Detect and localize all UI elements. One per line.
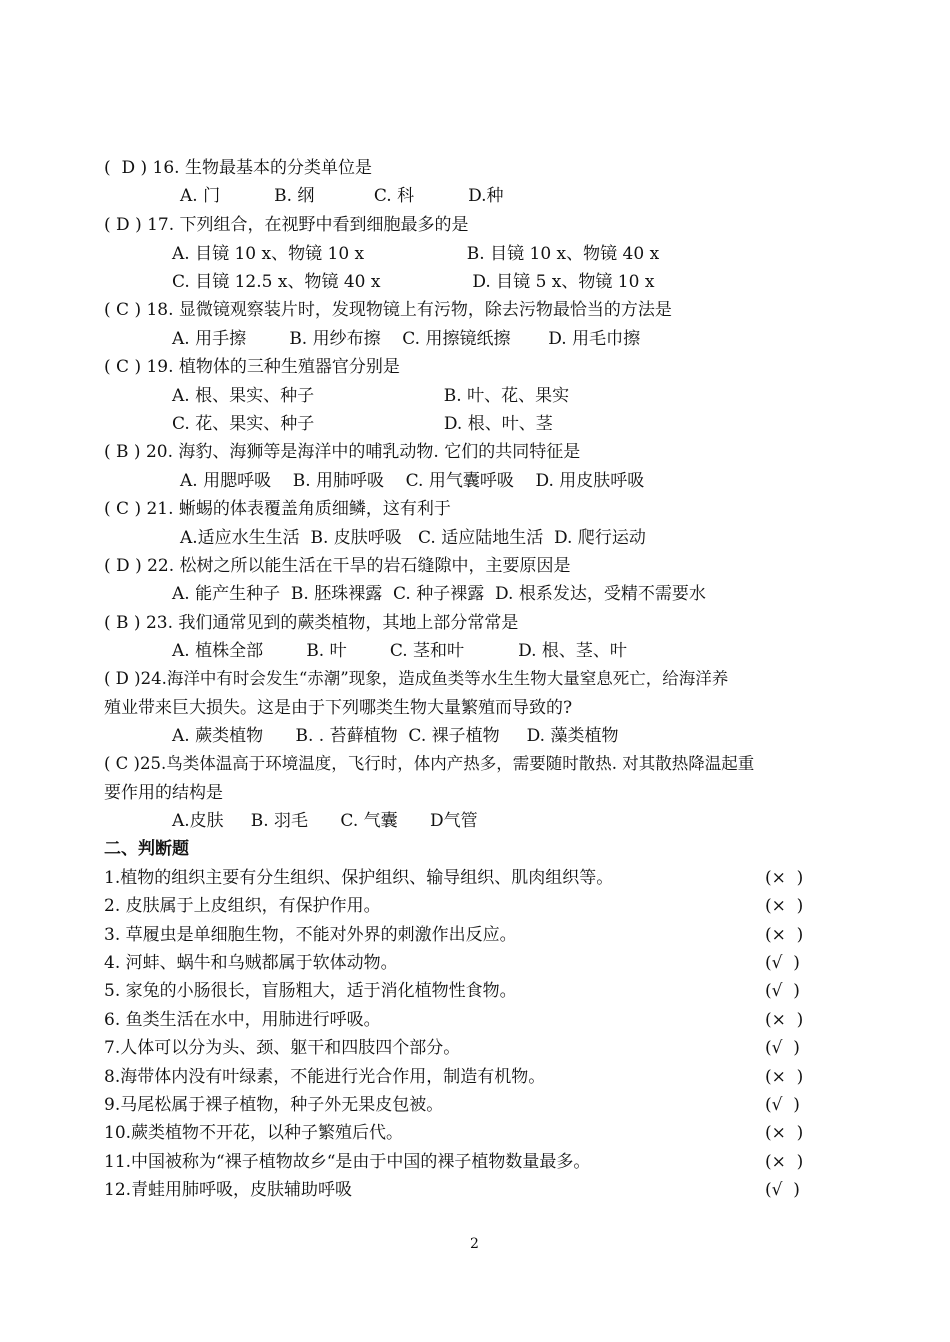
judge-item: 2. 皮肤属于上皮组织，有保护作用。 bbox=[104, 896, 381, 916]
judge-item: 7.人体可以分为头、颈、躯干和四肢四个部分。 bbox=[104, 1038, 461, 1058]
judge-item: 10.蕨类植物不开花，以种子繁殖后代。 bbox=[104, 1123, 404, 1143]
judge-item: 4. 河蚌、蜗牛和乌贼都属于软体动物。 bbox=[104, 953, 398, 973]
judge-item: 6. 鱼类生活在水中，用肺进行呼吸。 bbox=[104, 1010, 381, 1030]
question-20-stem: ( B ) 20. 海豹、海狮等是海洋中的哺乳动物. 它们的共同特征是 bbox=[104, 442, 581, 462]
question-18-options: A. 用手擦 B. 用纱布擦 C. 用擦镜纸擦 D. 用毛巾擦 bbox=[172, 329, 641, 349]
question-20-options: A. 用腮呼吸 B. 用肺呼吸 C. 用气囊呼吸 D. 用皮肤呼吸 bbox=[180, 471, 645, 491]
question-16-stem: ( D ) 16. 生物最基本的分类单位是 bbox=[104, 158, 372, 178]
question-22-options: A. 能产生种子 B. 胚珠裸露 C. 种子裸露 D. 根系发达，受精不需要水 bbox=[172, 584, 706, 604]
question-18-stem: ( C ) 18. 显微镜观察装片时，发现物镜上有污物，除去污物最恰当的方法是 bbox=[104, 300, 672, 320]
question-23-stem: ( B ) 23. 我们通常见到的蕨类植物，其地上部分常常是 bbox=[104, 613, 519, 633]
question-24-stem-cont: 殖业带来巨大损失。这是由于下列哪类生物大量繁殖而导致的? bbox=[104, 698, 573, 718]
judge-item: 12.青蛙用肺呼吸，皮肤辅助呼吸 bbox=[104, 1180, 353, 1200]
question-17-stem: ( D ) 17. 下列组合，在视野中看到细胞最多的是 bbox=[104, 215, 469, 235]
question-19-stem: ( C ) 19. 植物体的三种生殖器官分别是 bbox=[104, 357, 400, 377]
judge-mark: (√ ) bbox=[765, 953, 800, 973]
judge-mark: (× ) bbox=[765, 1152, 804, 1172]
question-24-options: A. 蕨类植物 B. . 苔藓植物 C. 裸子植物 D. 藻类植物 bbox=[172, 726, 619, 746]
question-19-options-cd: C. 花、果实、种子 D. 根、叶、茎 bbox=[172, 414, 553, 434]
judge-item: 1.植物的组织主要有分生组织、保护组织、输导组织、肌肉组织等。 bbox=[104, 868, 614, 888]
judge-mark: (√ ) bbox=[765, 1180, 800, 1200]
page-number: 2 bbox=[470, 1236, 479, 1252]
judge-mark: (× ) bbox=[765, 868, 804, 888]
question-17-options-cd: C. 目镜 12.5 x、物镜 40 x D. 目镜 5 x、物镜 10 x bbox=[172, 272, 655, 292]
question-25-stem: ( C )25.鸟类体温高于环境温度，飞行时，体内产热多，需要随时散热. 对其散热降温起重 bbox=[104, 754, 755, 773]
judge-item: 3. 草履虫是单细胞生物，不能对外界的刺激作出反应。 bbox=[104, 925, 517, 945]
question-19-options-ab: A. 根、果实、种子 B. 叶、花、果实 bbox=[172, 386, 570, 406]
question-21-options: A.适应水生生活 B. 皮肤呼吸 C. 适应陆地生活 D. 爬行运动 bbox=[180, 528, 646, 548]
judge-mark: (√ ) bbox=[765, 981, 800, 1001]
section-title: 二、判断题 bbox=[104, 839, 189, 859]
question-21-stem: ( C ) 21. 蜥蜴的体表覆盖角质细鳞，这有利于 bbox=[104, 499, 451, 519]
question-16-options: A. 门 B. 纲 C. 科 D.种 bbox=[180, 186, 504, 206]
question-23-options: A. 植株全部 B. 叶 C. 茎和叶 D. 根、茎、叶 bbox=[172, 641, 627, 661]
judge-mark: (× ) bbox=[765, 1067, 804, 1087]
judge-mark: (√ ) bbox=[765, 1095, 800, 1115]
judge-mark: (× ) bbox=[765, 1123, 804, 1143]
question-25-options: A.皮肤 B. 羽毛 C. 气囊 D气管 bbox=[172, 811, 478, 831]
judge-mark: (× ) bbox=[765, 896, 804, 916]
judge-item: 11.中国被称为“裸子植物故乡“是由于中国的裸子植物数量最多。 bbox=[104, 1152, 591, 1172]
question-17-options-ab: A. 目镜 10 x、物镜 10 x B. 目镜 10 x、物镜 40 x bbox=[172, 244, 660, 264]
question-25-stem-cont: 要作用的结构是 bbox=[104, 783, 223, 803]
judge-item: 8.海带体内没有叶绿素，不能进行光合作用，制造有机物。 bbox=[104, 1067, 546, 1087]
judge-mark: (√ ) bbox=[765, 1038, 800, 1058]
judge-mark: (× ) bbox=[765, 1010, 804, 1030]
judge-item: 9.马尾松属于裸子植物，种子外无果皮包被。 bbox=[104, 1095, 444, 1115]
judge-item: 5. 家兔的小肠很长，盲肠粗大，适于消化植物性食物。 bbox=[104, 981, 517, 1001]
judge-mark: (× ) bbox=[765, 925, 804, 945]
question-24-stem: ( D )24.海洋中有时会发生“赤潮”现象，造成鱼类等水生生物大量窒息死亡，给海洋养 bbox=[104, 669, 729, 688]
question-22-stem: ( D ) 22. 松树之所以能生活在干旱的岩石缝隙中，主要原因是 bbox=[104, 556, 571, 576]
